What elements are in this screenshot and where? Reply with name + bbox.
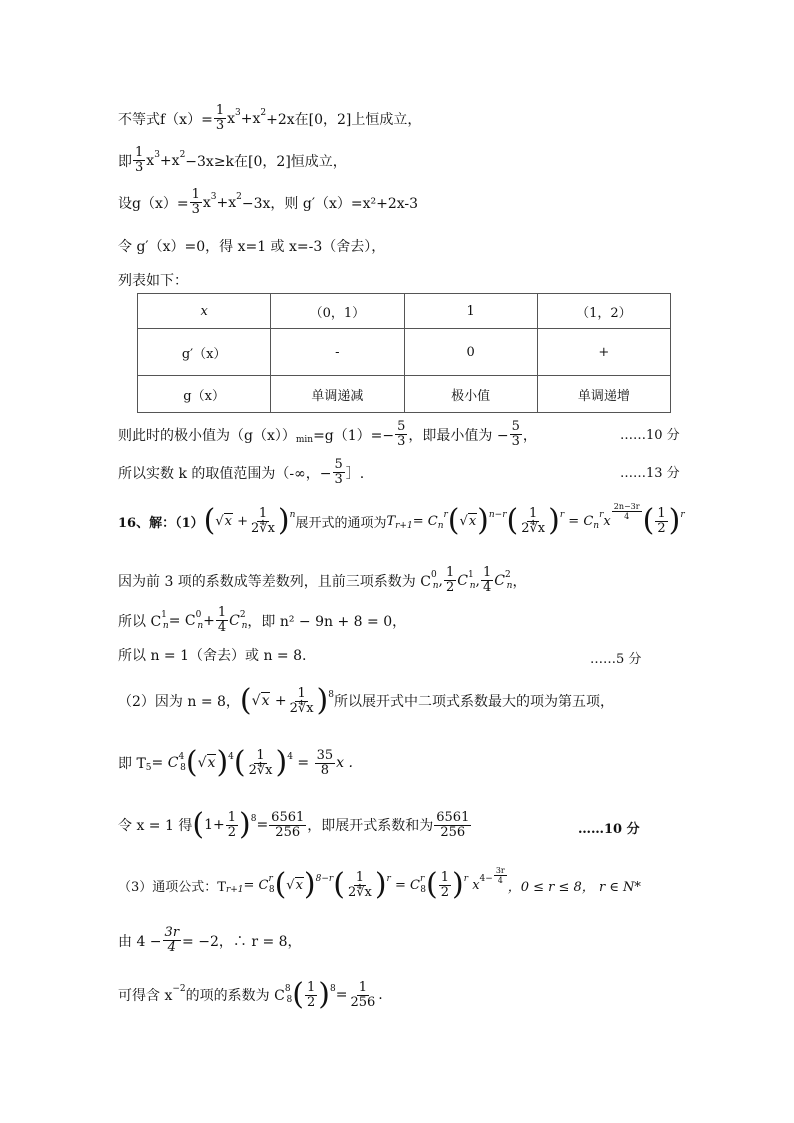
exp: 2 (236, 191, 242, 202)
line-inequality (118, 104, 421, 133)
den: 3 (397, 434, 406, 449)
num: 5 (511, 419, 520, 434)
table-cell: （0，1） (271, 294, 404, 329)
fraction (439, 871, 451, 900)
table-row (138, 329, 671, 376)
den: 4 (167, 940, 176, 955)
fraction (510, 420, 522, 449)
exp: r (386, 874, 391, 884)
fraction (444, 566, 456, 595)
exp: 4 (287, 752, 293, 762)
fraction (190, 188, 202, 217)
subscript: n (241, 620, 248, 631)
text: +x (240, 110, 261, 127)
table-row (138, 376, 671, 413)
line-16-general-term (118, 501, 685, 538)
paren: ( (333, 867, 345, 902)
text: ，即展开式系数和为 (307, 818, 434, 834)
paren: ) (303, 867, 316, 902)
text: ，即 n² − 9n + 8 = 0， (247, 613, 407, 630)
exp: n (289, 510, 296, 520)
text: 所以展开式中二项式系数最大的项为第五项， (334, 694, 614, 710)
table-cell: （1，2） (537, 294, 670, 329)
plus: + (270, 693, 287, 709)
table-cell: 单调递减 (271, 376, 404, 413)
den: 256 (350, 994, 376, 1010)
text: x (227, 110, 235, 127)
exp: r (268, 874, 273, 884)
text: 展开式的通项为 (295, 515, 387, 531)
exp: 2 (504, 569, 511, 580)
num: 1 (135, 145, 144, 160)
line-16-solve-r (118, 926, 302, 955)
den: 2∜x (251, 520, 275, 536)
text: x (146, 152, 155, 169)
text: + (203, 612, 215, 629)
exp: 1 (161, 609, 167, 620)
exp: 2 (239, 609, 246, 620)
text: = (292, 755, 314, 771)
paren: ( (192, 807, 205, 842)
exp: 8 (330, 984, 336, 994)
den: 256 (275, 824, 301, 840)
line-16-equation (118, 606, 406, 635)
x: x (295, 877, 303, 893)
num: 5 (334, 457, 343, 472)
den: 4 (482, 580, 492, 595)
paren: ) (318, 977, 330, 1012)
plus: + (233, 513, 249, 529)
paren: ) (277, 503, 290, 538)
subscript: n (469, 580, 476, 591)
sqrt-x: √x (459, 513, 477, 529)
x: x (207, 755, 216, 771)
line-16-n (118, 645, 306, 665)
x: x (468, 877, 480, 893)
num: 1 (215, 103, 225, 118)
text: 因为前 3 项的系数成等差数列，且前三项系数为 C (118, 573, 431, 590)
num: 1 (482, 565, 492, 580)
text: 由 4 − (118, 933, 162, 950)
table-cell: g（x） (138, 376, 271, 413)
text: −3x，则 g′（x）=x²+2x-3 (241, 195, 419, 212)
x: x (603, 513, 611, 529)
num: 1 (256, 747, 265, 763)
text: x (202, 194, 211, 211)
num: 1 (258, 505, 268, 521)
paren: ( (506, 503, 519, 538)
den: 2 (445, 580, 455, 595)
num: 1 (307, 979, 316, 995)
text: = (335, 987, 348, 1003)
den: 3 (511, 434, 520, 449)
paren: ( (642, 503, 655, 538)
exp: 1 (467, 569, 474, 580)
paren: ( (447, 503, 460, 538)
den: 2 (440, 884, 450, 900)
num: 6561 (271, 809, 305, 825)
text: 可得含 x (118, 988, 173, 1004)
exp: 8 (328, 690, 334, 700)
paren: ) (477, 503, 489, 538)
line-16-result (118, 977, 383, 1012)
exp: r (599, 510, 604, 520)
num: 1 (355, 869, 365, 885)
fraction (288, 687, 316, 716)
paren: ) (374, 867, 387, 902)
exp: 4− (479, 874, 493, 884)
text: −3x≥k在[0，2]恒成立， (185, 153, 347, 170)
monotonicity-table (137, 293, 671, 413)
line-table-intro (118, 270, 188, 290)
text: 所以 n = 1（舍去）或 n = 8. (118, 648, 307, 664)
fraction (346, 871, 374, 900)
text: . (378, 987, 383, 1003)
den: 3 (215, 118, 225, 133)
table-cell: + (537, 329, 670, 376)
num: 1 (297, 685, 306, 701)
num: 5 (397, 419, 406, 434)
fraction (348, 981, 377, 1010)
text: （2）因为 n = 8， (118, 694, 240, 710)
fraction (214, 104, 226, 133)
subscript: min (295, 434, 314, 445)
exp: 3 (210, 191, 217, 202)
text: 即 (118, 153, 132, 170)
line-range (118, 458, 364, 487)
text: （3）通项公式：T (118, 879, 226, 895)
exp: r (463, 874, 469, 884)
paren: ) (275, 745, 288, 780)
line-equiv (118, 146, 347, 175)
text: ， (512, 573, 527, 590)
score-mark: ……10 分 (620, 428, 680, 443)
fraction (395, 420, 407, 449)
num: 1 (227, 809, 236, 825)
fraction (333, 458, 345, 487)
num: 2n−3r (613, 501, 640, 511)
table-cell: 1 (404, 294, 537, 329)
subscript: n (197, 620, 204, 631)
x: x (261, 693, 270, 709)
score-mark: ……13 分 (620, 466, 680, 481)
paren: ) (316, 683, 329, 718)
line-roots (118, 236, 385, 256)
exp: 0 (195, 609, 202, 620)
line-define-g (118, 188, 418, 217)
paren: ) (238, 807, 251, 842)
paren: ( (233, 745, 246, 780)
text: =g（1）=− (313, 427, 395, 444)
fraction (655, 507, 667, 536)
text: x . (336, 755, 353, 771)
table-row (138, 294, 671, 329)
fraction (249, 507, 277, 536)
num: 1 (529, 505, 538, 521)
text: = C (168, 612, 196, 629)
text: 1+ (204, 817, 225, 833)
text: = C (564, 513, 594, 529)
fraction (481, 566, 493, 595)
exp: 3 (235, 107, 241, 118)
text: T (386, 513, 396, 529)
exp-fraction (612, 502, 642, 521)
text: = C (243, 877, 269, 893)
den: 2 (307, 994, 316, 1010)
paren: ( (426, 867, 438, 902)
text: C (494, 572, 505, 589)
den: 2 (227, 824, 236, 840)
paren: ) (452, 867, 464, 902)
fraction (226, 811, 238, 840)
table-cell: 0 (404, 329, 537, 376)
fraction (133, 146, 145, 175)
text: , (475, 572, 480, 589)
sqrt-x: √x (197, 755, 216, 771)
table-cell: g′（x） (138, 329, 271, 376)
line-16-arith-seq (118, 566, 526, 595)
text: 即 T (118, 756, 146, 772)
subscript: 5 (145, 763, 152, 773)
exp: 8−r (315, 874, 334, 884)
exp: 4 (228, 752, 234, 762)
text: 则此时的极小值为（g（x）） (118, 427, 296, 444)
text: ， (522, 427, 537, 444)
table-cell: - (271, 329, 404, 376)
fraction (216, 606, 228, 635)
text: = C (151, 755, 179, 771)
sqrt-x: √x (286, 877, 303, 893)
paren: ( (274, 867, 287, 902)
line-16-coeff-sum (118, 807, 472, 842)
exp: r (419, 874, 425, 884)
text: = −2，∴ r = 8， (182, 933, 302, 950)
text: = (256, 817, 269, 833)
text: 设g（x）= (118, 195, 189, 212)
num: 3r (495, 865, 505, 875)
text: ，即最小值为 − (408, 427, 509, 444)
fraction (519, 507, 547, 536)
num: 3r (164, 925, 180, 940)
paren: ) (548, 503, 560, 538)
text: , (438, 572, 443, 589)
text: = C (412, 513, 438, 529)
fraction (305, 981, 317, 1010)
subscript: 8 (286, 995, 293, 1005)
text: ，0 ≤ r ≤ 8， r ∈ N* (507, 879, 641, 895)
line-16-part2 (118, 683, 614, 718)
text: 所以 C (118, 613, 162, 630)
text: 16、解：（1） (118, 515, 204, 531)
text: 的项的系数为 C (185, 988, 285, 1004)
exp: 3 (154, 149, 160, 160)
exp: 8 (250, 814, 257, 824)
text: 令 x = 1 得 (118, 818, 193, 834)
subscript: r+1 (225, 885, 244, 895)
text: 令 g′（x）=0，得 x=1 或 x=-3（舍去）， (118, 239, 386, 255)
exp: r (443, 510, 448, 520)
table-cell: 极小值 (404, 376, 537, 413)
paren: ) (216, 745, 229, 780)
line-min-value (118, 420, 537, 449)
exp: 2 (179, 149, 186, 160)
score-mark: ……5 分 (590, 652, 642, 667)
text: 所以实数 k 的取值范围为（-∞，− (118, 465, 332, 482)
subscript: n (432, 580, 439, 591)
den: 8 (320, 762, 330, 778)
exp: 0 (430, 569, 437, 580)
subscript: n (506, 580, 513, 591)
score-mark: ……10 分 (578, 822, 640, 837)
exp: 2 (260, 107, 267, 118)
num: 1 (440, 869, 450, 885)
sqrt-x: √x (215, 513, 232, 529)
text: 列表如下： (118, 273, 188, 289)
subscript: 8 (268, 885, 275, 895)
exp: r (559, 510, 565, 520)
exp: n−r (488, 510, 507, 520)
den: 4 (624, 511, 630, 521)
text: +2x在[0，2]上恒成立， (266, 111, 422, 128)
num: 6561 (436, 809, 470, 825)
paren: ( (185, 745, 198, 780)
num: 1 (358, 979, 368, 995)
exp: 4 (178, 752, 185, 762)
paren: ( (203, 503, 216, 538)
den: 4 (217, 620, 227, 635)
subscript: n (593, 521, 600, 531)
fraction (434, 811, 471, 840)
fraction (163, 926, 182, 955)
exp-fraction (494, 866, 507, 885)
num: 1 (191, 187, 200, 202)
subscript: 8 (180, 763, 186, 773)
text: = C (390, 877, 420, 893)
text: C (229, 612, 240, 629)
den: 2∜x (289, 700, 314, 716)
den: 3 (334, 472, 343, 487)
subscript: 8 (420, 885, 427, 895)
text: +x (159, 152, 180, 169)
fraction (247, 749, 275, 778)
den: 256 (440, 824, 466, 840)
den: 3 (135, 160, 144, 175)
den: 4 (497, 875, 503, 885)
x: x (224, 513, 232, 529)
fraction (269, 811, 306, 840)
sqrt-x: √x (251, 693, 270, 709)
table-cell: x (138, 294, 271, 329)
text: C (457, 572, 468, 589)
exp: r (680, 510, 685, 520)
den: 3 (191, 202, 200, 217)
fraction (315, 749, 336, 778)
num: 1 (445, 565, 455, 580)
den: 2 (657, 520, 666, 536)
paren: ) (668, 503, 681, 538)
exp: −2 (172, 984, 186, 994)
num: 1 (217, 605, 227, 620)
subscript: n (162, 620, 169, 631)
num: 35 (316, 747, 334, 763)
subscript: n (437, 521, 444, 531)
den: 2∜x (347, 884, 372, 900)
exp: 8 (284, 984, 291, 994)
subscript: r+1 (395, 521, 413, 531)
text: +x (216, 194, 237, 211)
den: 2∜x (521, 520, 546, 536)
table-cell: 单调递增 (537, 376, 670, 413)
text: ］. (345, 465, 365, 482)
paren: ( (292, 977, 304, 1012)
line-16-part3 (118, 865, 641, 902)
line-16-t5 (118, 745, 353, 780)
num: 1 (657, 505, 666, 521)
den: 2∜x (248, 762, 273, 778)
paren: ( (239, 683, 252, 718)
x: x (468, 513, 477, 529)
text: 不等式f（x）= (118, 111, 213, 128)
